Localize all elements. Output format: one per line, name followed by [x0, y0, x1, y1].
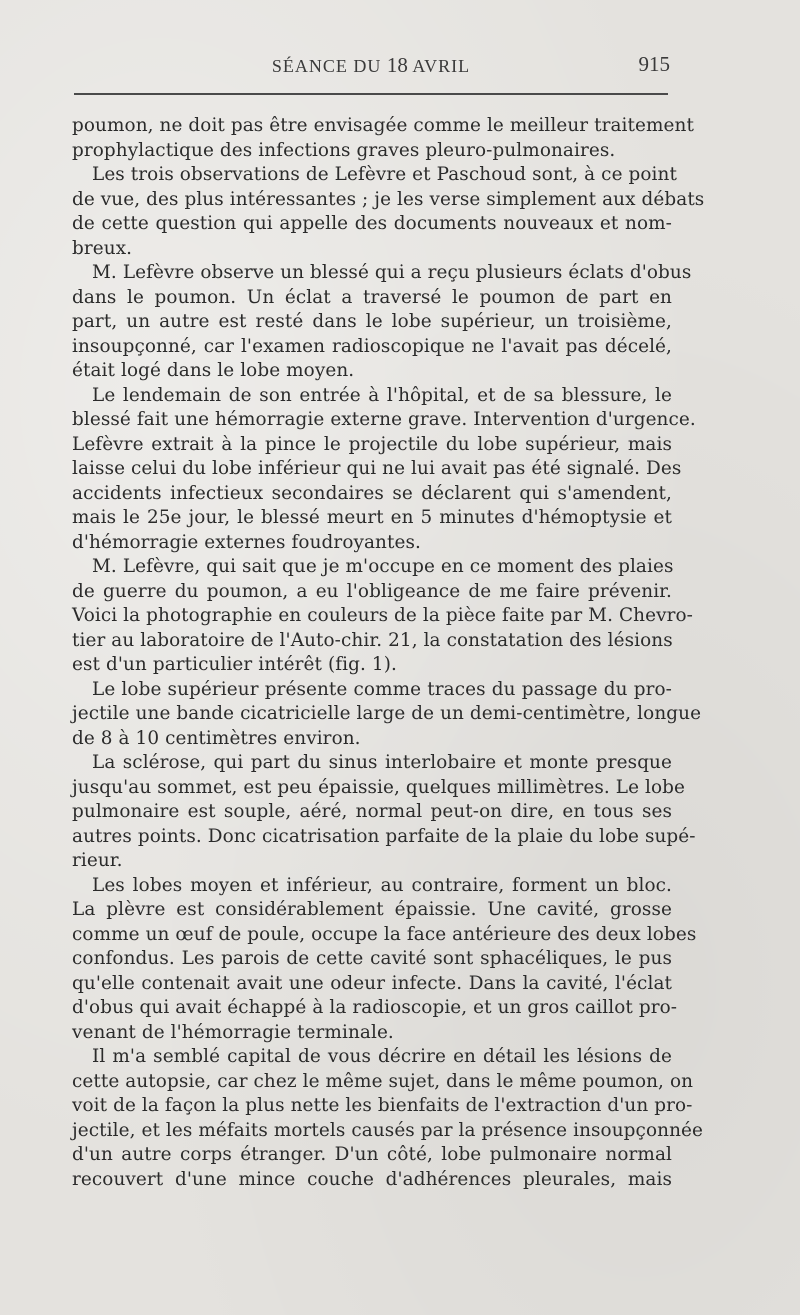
page-number: 915: [638, 52, 670, 76]
text-line: accidents infectieux secondaires se déclarent qui s'amendent,: [72, 482, 672, 504]
text-line: de cette question qui appelle des documents nouveaux et nom-: [72, 213, 672, 234]
text-line: dans le poumon. Un éclat a traversé le poumon de part en: [72, 286, 672, 308]
text-line: autres points. Donc cicatrisation parfaite de la plaie du lobe supé-: [72, 825, 696, 847]
text-line: prophylactique des infections graves pleuro-pulmonaires.: [72, 139, 616, 161]
text-line: La plèvre est considérablement épaissie. Une cavité, grosse: [72, 899, 672, 920]
text-line: recouvert d'une mince couche d'adhérences pleurales, mais: [72, 1168, 672, 1190]
text-line: confondus. Les parois de cette cavité sont sphacéliques, le pus: [72, 948, 672, 969]
text-line: part, un autre est resté dans le lobe supérieur, un troisième,: [72, 311, 672, 332]
text-line: pulmonaire est souple, aéré, normal peut-on dire, en tous ses: [72, 801, 672, 822]
text-line: jectile, et les méfaits mortels causés par la présence insoupçonnée: [72, 1119, 703, 1141]
text-line: qu'elle contenait avait une odeur infecte. Dans la cavité, l'éclat: [72, 972, 672, 994]
text-line: d'obus qui avait échappé à la radioscopie, et un gros caillot pro-: [72, 997, 678, 1018]
text-line: de vue, des plus intéressantes ; je les verse simplement aux débats: [72, 188, 705, 210]
running-head-day: 18: [386, 53, 408, 77]
text-line: blessé fait une hémorragie externe grave. Intervention d'urgence.: [72, 409, 696, 430]
text-line: La sclérose, qui part du sinus interlobaire et monte presque: [92, 752, 672, 773]
text-line: mais le 25e jour, le blessé meurt en 5 minutes d'hémoptysie et: [72, 507, 672, 528]
text-line: venant de l'hémorragie terminale.: [72, 1021, 394, 1043]
running-head-prefix: SÉANCE DU: [271, 56, 387, 76]
text-line: est d'un particulier intérêt (fig. 1).: [72, 654, 397, 675]
text-line: cette autopsie, car chez le même sujet, dans le même poumon, on: [72, 1070, 694, 1092]
text-line: était logé dans le lobe moyen.: [72, 360, 355, 381]
text-line: Lefèvre extrait à la pince le projectile du lobe supérieur, mais: [72, 433, 672, 455]
text-line: d'un autre corps étranger. D'un côté, lobe pulmonaire normal: [72, 1144, 672, 1165]
text-line: de guerre du poumon, a eu l'obligeance de me faire prévenir.: [72, 580, 672, 602]
text-line: voit de la façon la plus nette les bienfaits de l'extraction d'un pro-: [72, 1095, 693, 1116]
running-head: [72, 53, 670, 78]
text-line: jusqu'au sommet, est peu épaissie, quelques millimètres. Le lobe: [72, 776, 686, 798]
page-header: [72, 53, 670, 81]
text-line: Le lobe supérieur présente comme traces du passage du pro-: [92, 678, 672, 700]
text-line: de 8 à 10 centimètres environ.: [72, 727, 361, 749]
text-line: Les lobes moyen et inférieur, au contraire, forment un bloc.: [92, 874, 672, 896]
body-text: [72, 114, 705, 1192]
text-line: jectile une bande cicatricielle large de un demi-centimètre, longue: [72, 703, 702, 724]
text-line: insoupçonné, car l'examen radioscopique ne l'avait pas décelé,: [72, 335, 672, 357]
text-line: d'hémorragie externes foudroyantes.: [72, 531, 421, 553]
text-line: laisse celui du lobe inférieur qui ne lui avait pas été signalé. Des: [72, 458, 682, 479]
text-line: comme un œuf de poule, occupe la face antérieure des deux lobes: [72, 923, 697, 945]
text-line: Les trois observations de Lefèvre et Paschoud sont, à ce point: [92, 164, 677, 185]
text-line: Il m'a semblé capital de vous décrire en détail les lésions de: [92, 1046, 672, 1067]
text-line: Voici la photographie en couleurs de la pièce faite par M. Chevro-: [72, 605, 693, 626]
header-rule: [74, 93, 668, 95]
text-line: M. Lefèvre, qui sait que je m'occupe en ce moment des plaies: [92, 556, 674, 577]
text-line: poumon, ne doit pas être envisagée comme le meilleur traitement: [72, 115, 694, 136]
text-line: breux.: [72, 237, 133, 259]
text-line: tier au laboratoire de l'Auto-chir. 21, la constatation des lésions: [72, 629, 673, 651]
text-line: rieur.: [72, 850, 123, 871]
text-line: M. Lefèvre observe un blessé qui a reçu plusieurs éclats d'obus: [92, 262, 692, 283]
running-head-suffix: AVRIL: [407, 56, 471, 76]
text-line: Le lendemain de son entrée à l'hôpital, et de sa blessure, le: [92, 384, 672, 406]
